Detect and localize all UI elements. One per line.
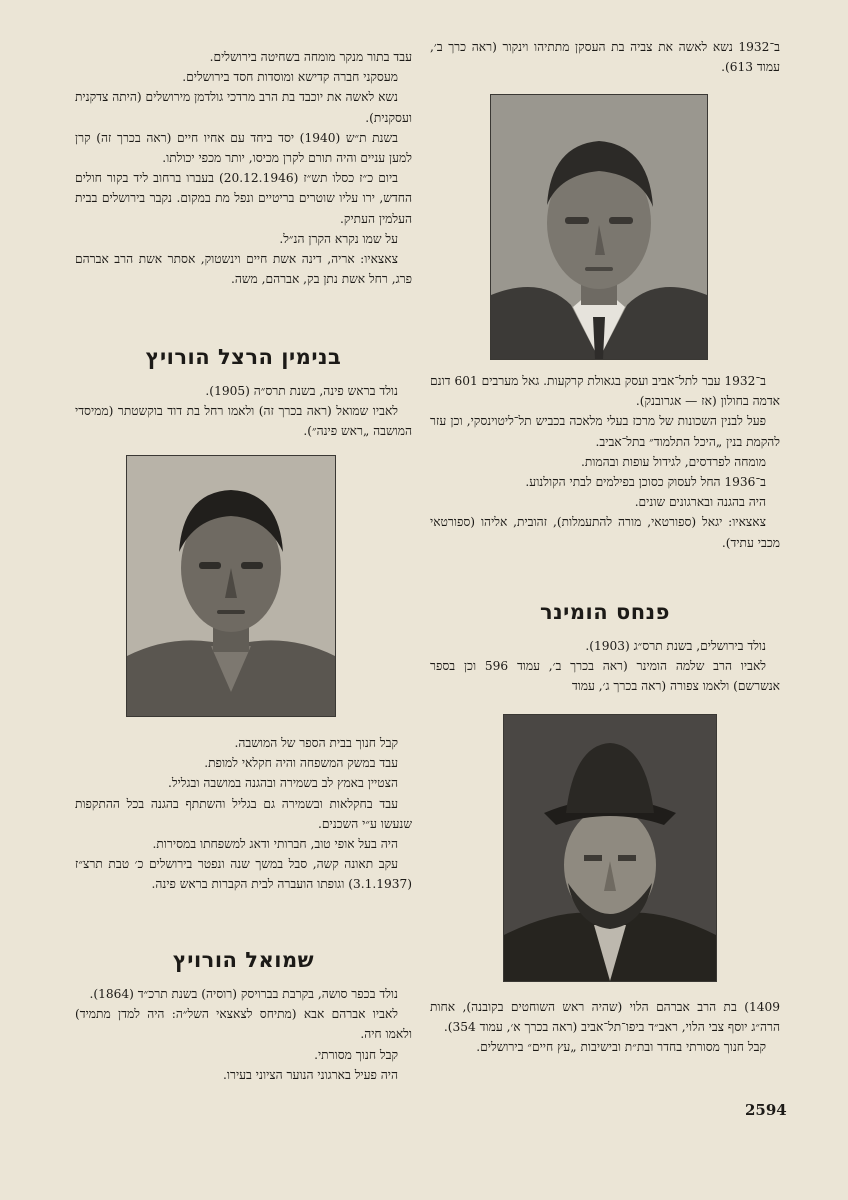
paragraph: עבד בחקלאות ובשמירה גם בגליל והשתתף בהגנה בכל ההתקפות שנעשו ע״י השכנים. <box>75 796 412 831</box>
paragraph: ביום כ״ז כסלו תש״ז (20.12.1946) בעברו ברחוב ליד בקור חולים החדש, ירו עליו שוטרים בריטיים ונפל מת במקום. נקבר בירושלים בבית העלמין העתיק. <box>75 171 412 226</box>
right-section-1 <box>430 371 780 553</box>
left-section-1 <box>75 381 412 442</box>
paragraph: 1409) בת הרב אברהם הלוי (שהיה ראש השוחטים בקובנה), אחות הרה״ג יוסף צבי הלוי, ראב״ד ביפו־תל־אביב (ראה בכרך א׳, עמוד 354). <box>430 1000 780 1035</box>
right-section-2 <box>430 636 780 697</box>
paragraph: צאצאיו: יגאל (ספורטאי, מורה להתעמלות), זהובית, אליהו (ספורטאי מכבי עתיד). <box>430 515 780 550</box>
paragraph: ב־1932 עבר לתל־אביב ועסק בגאולת קרקעות. גאל מערבים 601 דונם אדמה בחולון (אז — אגרובנק). <box>430 374 780 409</box>
paragraph: הצטיין באמץ לב בשמירה ובהגנה במושבה ובגליל. <box>168 776 398 791</box>
right-intro <box>430 37 780 77</box>
paragraph: קבל חנוך בבית הספר של המושבה. <box>234 736 398 750</box>
paragraph: קבל חנוך מסורתי בחדר ובת״ת ובישיבות „עץ חיים״ בירושלים. <box>476 1040 766 1055</box>
portrait-photo-1 <box>490 94 708 360</box>
paragraph: ב־1932 נשא לאשה את צביה בת העסקן מתתיהו וינקור (ראה כרך ב׳, עמוד 613). <box>430 40 780 75</box>
heading-shmuel-horowitz: שמואל הורויץ <box>172 948 315 972</box>
paragraph: עבד במשק המשפחה והיה חקלאי למופת. <box>204 756 398 771</box>
paragraph: היה בעל אופי טוב, חברותי ודאג למשפחתו במסירות. <box>152 837 398 852</box>
paragraph: על שמו נקרא הקרן הנ״ל. <box>279 231 398 246</box>
heading-binyamin-herzl-horowitz: בנימין הרצל הורויץ <box>145 345 342 369</box>
paragraph: היה בהגנה ובארגונים שונים. <box>634 495 766 510</box>
portrait-photo-3 <box>503 714 717 982</box>
page-number: 2594 <box>745 1101 787 1119</box>
paragraph: נשא לאשה את יוכבד בת הרב מרדכי גולדמן מירושלים (היתה צדקנית ועסקנית). <box>75 90 412 125</box>
paragraph: נולד בראש פינה, בשנת תרס״ה (1905). <box>205 384 398 398</box>
paragraph: מומחה לפרדסים, לגידול עופות ובהמות. <box>580 454 766 469</box>
heading-pinchas-hominer: פנחס הומינר <box>539 600 670 624</box>
paragraph: היה פעיל בארגוני הנוער הציוני בעירו. <box>222 1067 398 1082</box>
left-section-top <box>75 47 412 289</box>
paragraph: צאצאיו: אריה, דינה אשת חיים וינשטוק, אסתר אשת הרב אברהם פרג, רחל אשת נתן בק, אברהם, משה. <box>75 252 412 287</box>
paragraph: ב־1936 החל לעסוק כסוכן בפילמים לבתי הקולנוע. <box>525 475 766 490</box>
paragraph: פעל לבנין השכונות של מרכז בעלי מלאכה בכביש תל־ליטוינסקי, וכן עזר להקמת בנין „היכל התלמוד״ בתל־אביב. <box>430 414 780 449</box>
paragraph: לאביו שמואל (ראה בכרך זה) ולאמו רחל בת דוד בוקשטתר (ממיסדי המושבה „ראש פינה״). <box>75 404 412 439</box>
paragraph: עבד בתור מנקר מומחה בשחיטה בירושלים. <box>209 50 412 64</box>
portrait-photo-2 <box>126 455 336 717</box>
left-section-3 <box>75 984 412 1085</box>
paragraph: לאביו אברהם אבא (מתיחס לצאצאי השל״ה: היה למדן מתמיד) ולאמו חיה. <box>75 1007 412 1042</box>
paragraph: לאביו הרב שלמה הומינר (ראה בכרך ב׳, עמוד 596 וכן בספר אנשרשם) ולאמו צפורה (ראה בכרך ג׳, עמוד <box>430 659 780 694</box>
left-section-2 <box>75 733 412 895</box>
right-section-3 <box>430 997 780 1058</box>
paragraph: בשנת ת״ש (1940) יסד ביחד עם אחיו חיים (ראה בכרך זה) קרן למען עניים והיה תורם לקרן מכיסו, יותר מכפי יכולתו. <box>75 130 412 166</box>
paragraph: קבל חנוך מסורתי. <box>314 1047 398 1062</box>
paragraph: נולד בירושלים, בשנת תרס״ג (1903). <box>585 639 766 653</box>
paragraph: נולד בכפר סושה, בקרבת בברויסק (רוסיה) בשנת תרכ״ד (1864). <box>89 987 398 1001</box>
paragraph: מעסקני חברה קדישא ומוסדות חסד בירושלים. <box>182 70 398 85</box>
paragraph: עקב תאונה קשה, סבל במשך שנה ונפטר בירושלים כ׳ טבת תרצ״ז (3.1.1937) וגופתו הועברה לבית הקברות בראש פינה. <box>75 857 412 892</box>
